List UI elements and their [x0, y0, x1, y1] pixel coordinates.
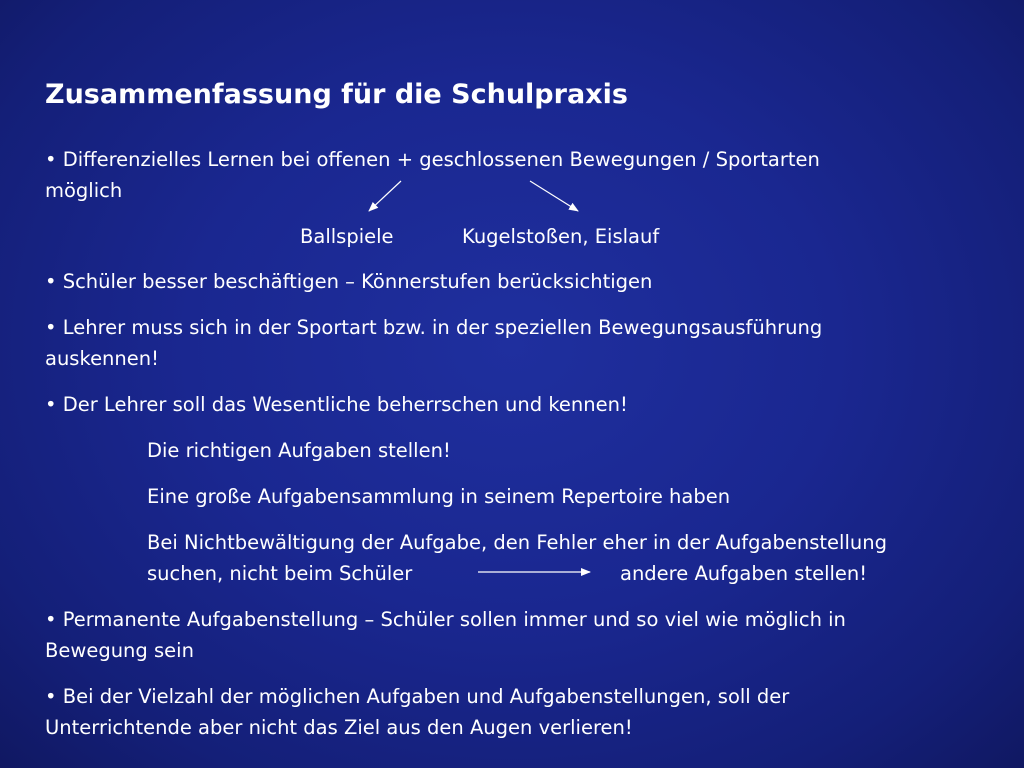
- arrow-to-ballspiele-icon: [369, 181, 401, 211]
- bullet-vielzahl-aufgaben-cont: Unterrichtende aber nicht das Ziel aus den Augen verlieren!: [45, 716, 633, 739]
- sub-richtige-aufgaben: Die richtigen Aufgaben stellen!: [147, 439, 451, 462]
- sub-aufgabensammlung: Eine große Aufgabensammlung in seinem Repertoire haben: [147, 485, 731, 508]
- bullet-lehrer-wesentliche: • Der Lehrer soll das Wesentliche beherrschen und kennen!: [45, 393, 628, 416]
- sub-nichtbewaeltigung: Bei Nichtbewältigung der Aufgabe, den Fehler eher in der Aufgabenstellung: [147, 531, 887, 554]
- branch-ballspiele: Ballspiele: [300, 225, 394, 248]
- sub-andere-aufgaben: andere Aufgaben stellen!: [620, 562, 868, 585]
- bullet-permanente-aufgabenstellung-cont: Bewegung sein: [45, 639, 194, 662]
- branch-kugelstossen-eislauf: Kugelstoßen, Eislauf: [462, 225, 660, 248]
- slide-title: Zusammenfassung für die Schulpraxis: [45, 79, 628, 110]
- arrow-to-kugelstossen-icon: [530, 181, 578, 211]
- sub-nichtbewaeltigung-cont: suchen, nicht beim Schüler: [147, 562, 413, 585]
- bullet-vielzahl-aufgaben: • Bei der Vielzahl der möglichen Aufgaben und Aufgabenstellungen, soll der: [45, 685, 790, 708]
- bullet-differenzielles-lernen-cont: möglich: [45, 179, 123, 202]
- bullet-lehrer-auskennen-cont: auskennen!: [45, 347, 159, 370]
- bullet-differenzielles-lernen: • Differenzielles Lernen bei offenen + geschlossenen Bewegungen / Sportarten: [45, 148, 820, 171]
- bullet-permanente-aufgabenstellung: • Permanente Aufgabenstellung – Schüler sollen immer und so viel wie möglich in: [45, 608, 846, 631]
- bullet-schueler-beschaeftigen: • Schüler besser beschäftigen – Könnerstufen berücksichtigen: [45, 270, 653, 293]
- bullet-lehrer-auskennen: • Lehrer muss sich in der Sportart bzw. in der speziellen Bewegungsausführung: [45, 316, 823, 339]
